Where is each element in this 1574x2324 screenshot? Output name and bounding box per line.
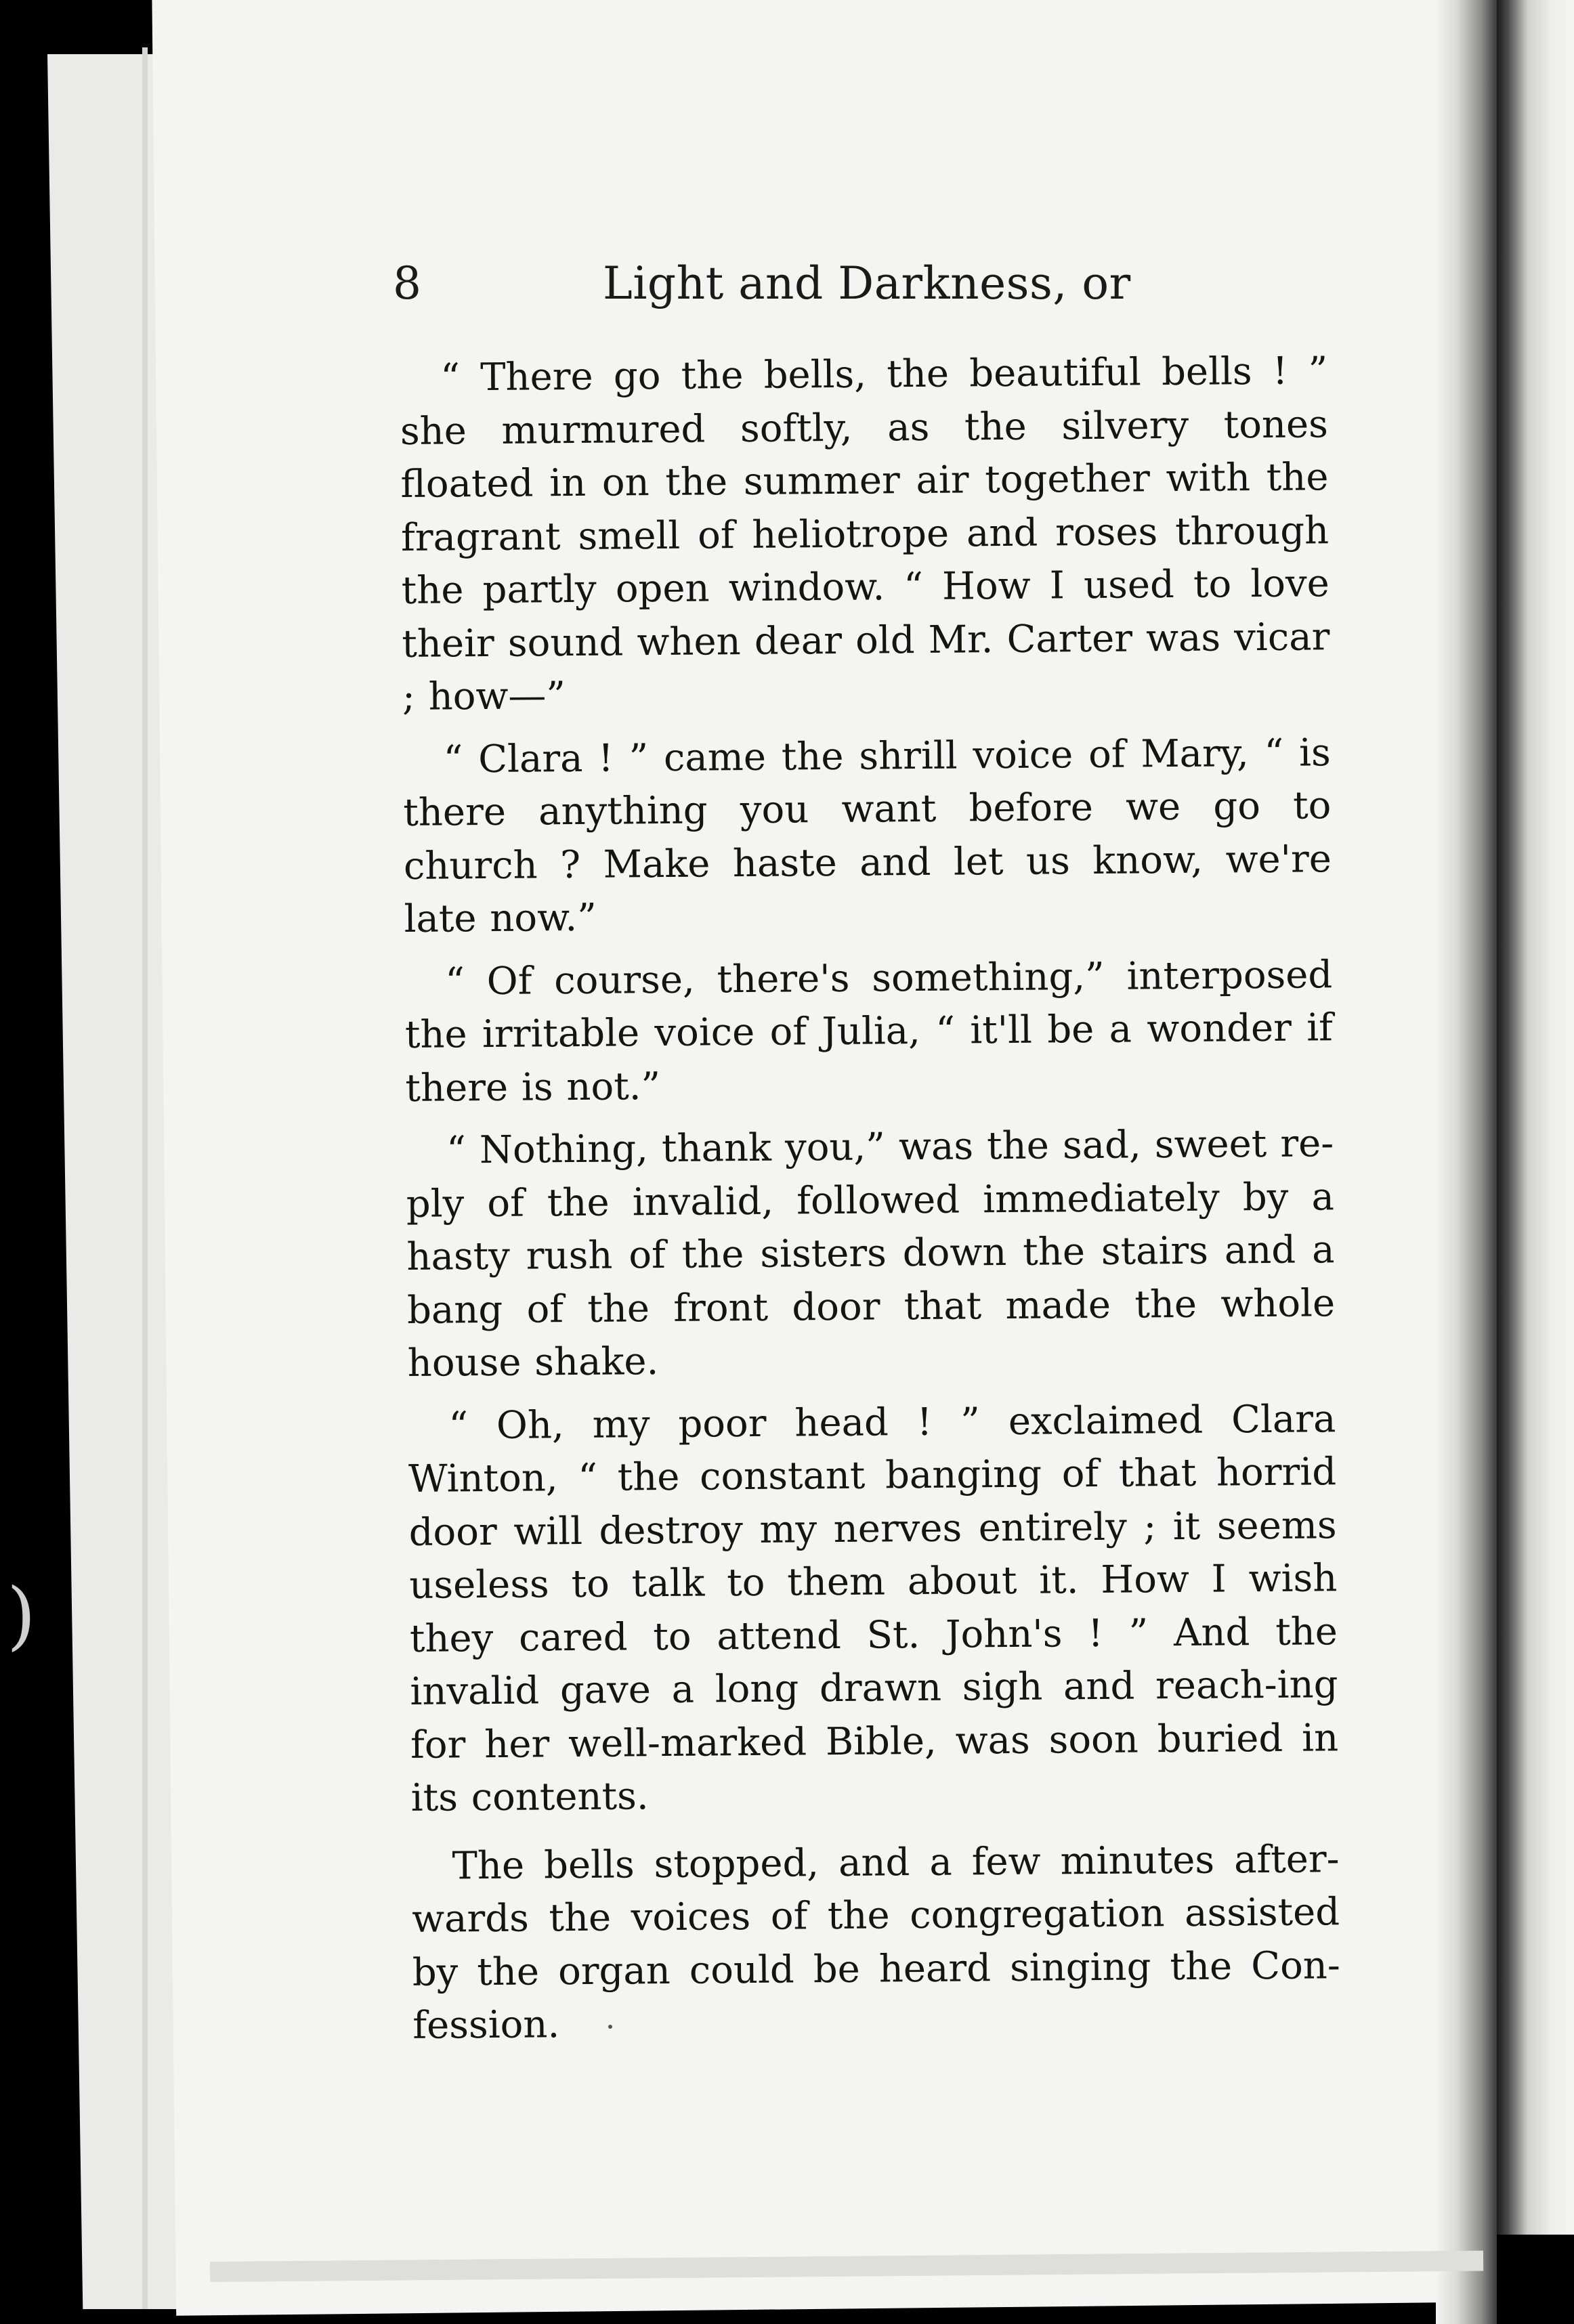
paragraph: “ Oh, my poor head ! ” exclaimed Clara Winton, “ the constant banging of that horrid door will destroy my nerves entirely ; it seems useless to talk to them about it. How I wish they cared to attend St. John's ! ” And the invalid gave a long drawn sigh and reach-ing for her well-marked Bible, was soon buried in its contents. (408, 1396, 1339, 1820)
page-number: 8 (393, 257, 422, 309)
page-header (393, 257, 1273, 318)
paragraph: “ There go the bells, the beautiful bells ! ” she murmured softly, as the silvery tones floated in on the summer air together with the fragrant smell of heliotrope and roses through the partly open window. “ How I used to love their sound when dear old Mr. Carter was vicar ; how—” (400, 349, 1330, 719)
paragraph: “ Clara ! ” came the shrill voice of Mary, “ is there anything you want before we go to church ? Make haste and let us know, we're late now.” (403, 730, 1332, 941)
paragraph: “ Of course, there's something,” interposed the irritable voice of Julia, “ it'll be a wonder if there is not.” (404, 952, 1334, 1111)
paragraph: “ Nothing, thank you,” was the sad, sweet re-ply of the invalid, followed immediately by a hasty rush of the sisters down the stairs and a bang of the front door that made the whole house shake. (406, 1121, 1336, 1385)
running-title: Light and Darkness, or (603, 257, 1131, 309)
ink-speck (608, 2025, 612, 2029)
margin-bracket-mark: ) (7, 1572, 36, 1658)
back-sheet-edge (142, 47, 148, 2309)
paragraph: The bells stopped, and a few minutes after-wards the voices of the congregation assisted by the organ could be heard singing the Con-fession. (411, 1836, 1341, 2048)
binding-shadow (1436, 0, 1497, 2324)
body-text (400, 345, 1341, 2062)
facing-page-edge (1497, 0, 1574, 2235)
